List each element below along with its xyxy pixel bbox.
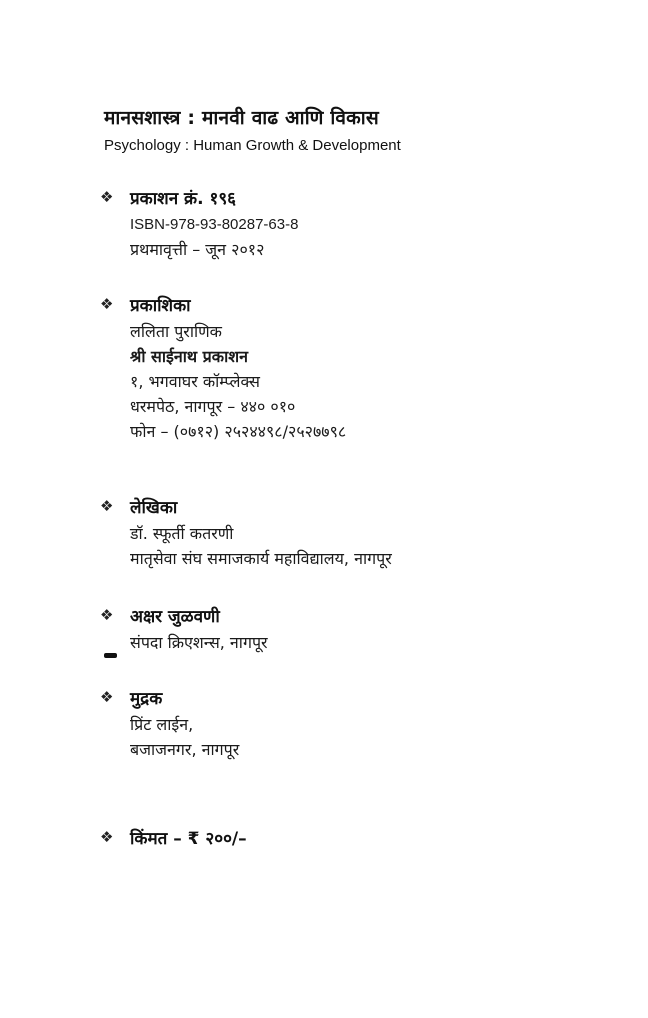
typesetter-line: संपदा क्रिएशन्स, नागपूर bbox=[130, 633, 268, 652]
printer-heading: मुद्रक bbox=[130, 689, 163, 709]
section-publication bbox=[100, 186, 298, 262]
section-author bbox=[100, 495, 392, 571]
edition-line: प्रथमावृत्ती – जून २०१२ bbox=[130, 240, 265, 259]
author-heading: लेखिका bbox=[130, 498, 178, 518]
phone-line: फोन – (०७१२) २५२४४९८/२५२७७९८ bbox=[130, 422, 347, 441]
publishing-house-line: श्री साईनाथ प्रकाशन bbox=[130, 347, 248, 366]
book-title-english: Psychology : Human Growth & Development bbox=[104, 137, 401, 154]
author-affiliation-line: मातृसेवा संघ समाजकार्य महाविद्यालय, नागपूर bbox=[130, 549, 392, 568]
book-title-marathi: मानसशास्त्र : मानवी वाढ आणि विकास bbox=[104, 107, 379, 129]
typesetting-heading: अक्षर जुळवणी bbox=[130, 607, 220, 627]
publisher-name-line: ललिता पुराणिक bbox=[130, 322, 222, 341]
section-publisher bbox=[100, 293, 346, 444]
publication-heading: प्रकाशन क्रं. १९६ bbox=[130, 189, 236, 209]
printer-address-line: बजाजनगर, नागपूर bbox=[130, 740, 240, 759]
diamond-bullet-icon: ❖ bbox=[100, 188, 114, 206]
diamond-bullet-icon: ❖ bbox=[100, 606, 114, 624]
price-heading: किंमत – ₹ २००/– bbox=[130, 829, 247, 849]
section-printer bbox=[100, 686, 239, 762]
diamond-bullet-icon: ❖ bbox=[100, 295, 114, 313]
diamond-bullet-icon: ❖ bbox=[100, 828, 114, 846]
printer-name-line: प्रिंट लाईन, bbox=[130, 715, 194, 734]
address-line-1: १, भगवाघर कॉम्प्लेक्स bbox=[130, 372, 260, 391]
diamond-bullet-icon: ❖ bbox=[100, 497, 114, 515]
address-line-2: धरमपेठ, नागपूर – ४४० ०१० bbox=[130, 397, 296, 416]
isbn-line: ISBN-978-93-80287-63-8 bbox=[130, 216, 299, 233]
publisher-heading: प्रकाशिका bbox=[130, 296, 191, 316]
diamond-bullet-icon: ❖ bbox=[100, 688, 114, 706]
ink-mark bbox=[104, 653, 117, 658]
section-typesetting bbox=[100, 604, 268, 655]
author-name-line: डॉ. स्फूर्ती कतरणी bbox=[130, 524, 234, 543]
